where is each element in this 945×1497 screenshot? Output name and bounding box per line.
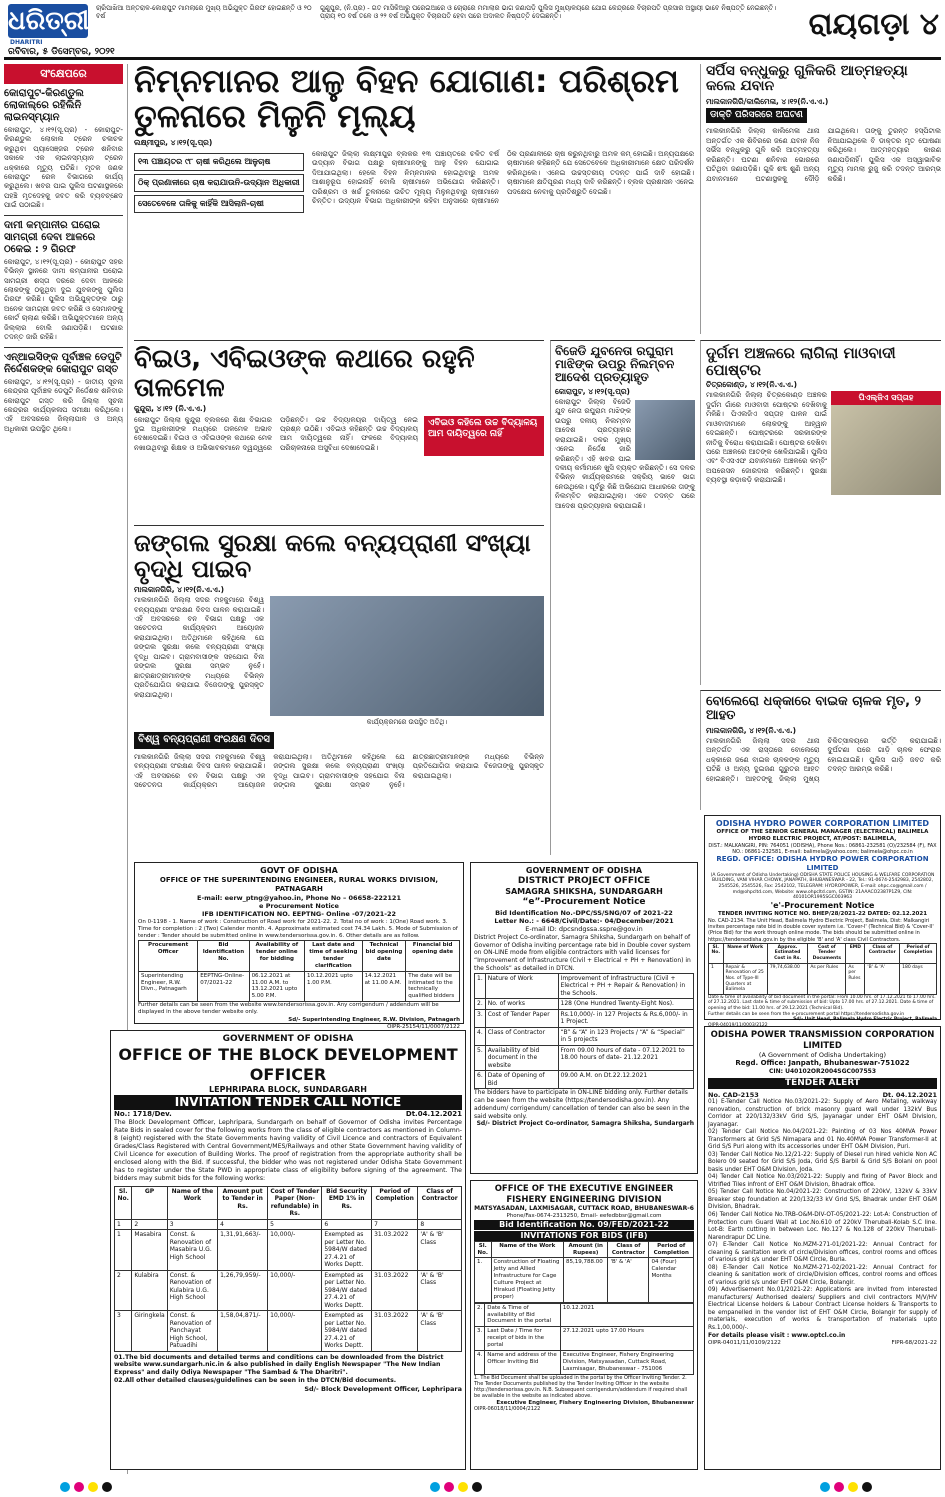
table-row [475, 1258, 694, 1302]
ad-note: The bidders have to participate in ON-LINE bidding only. Further details can be seen from the website (https://tendersodisha.gov.in). Any addendum/ corrigendum/ cancellation of tender can also be seen in the said website only. [474, 1089, 690, 1120]
logo-subtitle: DHARITRI [10, 39, 43, 46]
ad-office: OFFICE OF THE BLOCK DEVELOPMENT OFFICER [118, 1045, 458, 1085]
table-cell: 6. [475, 1071, 486, 1089]
table-cell: 06.12.2021 at 11.00 A.M. to 13.12.2021 upto 5.00 P.M. [249, 971, 304, 1002]
table-cell: Rs.10,000/- in 127 Projects & Rs.6,000/- in 1 Project. [558, 1009, 693, 1027]
ad-rwd-patnagarh [134, 862, 464, 1030]
story-headline: ଜଙ୍ଗଲ ସୁରକ୍ଷା କଲେ ବନ୍ୟପ୍ରାଣୀ ସଂଖ୍ୟା ବୃଦ୍ଧି ପାଇବ [134, 529, 531, 584]
ad-sign: Sd/- Superintending Engineer, R.W. Division, Patnagarh [288, 1016, 460, 1023]
table-cell: Last Date / Time for receipt of bids in the portal [485, 1327, 561, 1351]
story-jawan-suicide [700, 64, 941, 334]
ad-no: No. CAD-2153 [708, 1090, 759, 1099]
black-swatch [102, 1482, 112, 1492]
table-cell: 4. [475, 1027, 486, 1045]
table-cell: 'A' & 'B' Class [418, 1311, 462, 1352]
ad-date: Dt. 04.12.2021 [882, 1090, 937, 1099]
ad-office: OFFICE OF THE SUPERINTENDING ENGINEER, RURAL WORKS DIVISION, PATNAGARH [159, 876, 439, 893]
story-point: ୧୩ ପଞ୍ଚାୟତର ୯୮ ଚାଷୀ କରିଥିଲେ ଆଳୁଚାଷ [134, 153, 304, 171]
table-cell: 27.12.2021 upto 17.00 Hours [560, 1327, 693, 1351]
table-cell: 7 [372, 1219, 418, 1230]
ad-regd2: (A Government of Odisha Undertaking) ODISHA STATE POLICE HOUSING & WELFARE CORPORATION BUILDING, VANI VIHAR CHOWK, JANAPATH, BHUBANESWAR - 22, Tel.: 91-0674-2542983, 2542802, 2545526, 2545526, Fax: 2542102, TELEGRAM: HYDROPOWER, E-mail: ohpc.co@gmail.com / md@ohpcltd.com, Website: www.ohpcltd.com, GSTIN: 21AAACO2387P1Z9, CIN: 40101OR1995SGC003963 [710, 872, 935, 901]
tender-item: 09) Advertisement No.01/2021-22: Applications are invited from interested manufacturers/ Authorised dealers/ Suppliers and civil contractors M/V/HV Electrical License holders & Labour Contract License holders & Transports to be empanelled in the vendor list of EHT O&M Circle, Bolangir for supply of materials, execution of works & transportation of materials upto Rs.1,00,000/-. [708, 1287, 937, 1331]
table-cell: 3 [167, 1219, 217, 1230]
table-cell: Name and address of the Officer Inviting Bid [485, 1350, 561, 1374]
story-wildlife [134, 525, 544, 855]
table-cell: 1 [115, 1230, 132, 1271]
table-cell: Giringkela [132, 1311, 167, 1352]
ad-footer: Further details can be seen from the e-procurement portal https://tendersodisha.gov.in [708, 1011, 905, 1017]
ad-fishery-engineering [470, 1180, 698, 1470]
table-row [475, 1350, 694, 1374]
table-cell: Repair & Renovation of 25 Nos. of Type-III Quarters at Balimela [723, 963, 767, 994]
table-header: Availability of tender online for bidding [249, 941, 304, 972]
story-subhead: ବିଶ୍ୱ ବନ୍ୟପ୍ରାଣୀ ସଂରକ୍ଷଣ ଦିବସ [134, 732, 274, 749]
ad-notice: INVITATION TENDER CALL NOTICE [114, 1095, 462, 1110]
table-cell: 10.12.2021 upto 1.00 P.M. [305, 971, 363, 1002]
table-header: GP [132, 1186, 167, 1219]
tender-item: 06) Tender Call Notice No.TRB-O&M-DIV-OT-05/2021-22: Lot-A: Construction of Protection cum Guard Wall at Loc.No.610 of 220kV Therubali-Kolab S.C line. Lot-B: Earth cutting in between Loc. No.127 & No.128 of 220kV Therubali-Narendrapur DC Line. [708, 1211, 937, 1241]
brief-body: କୋରାପୁଟ, ୪।୧୨(ସୂ.ପ୍ର) - କୋରାପୁଟ ସହର ବିଭିନ୍ନ ସ୍ଥାନରେ ଦାମୀ କମ୍ପାନୀର ଘରୋଇ ସାମଗ୍ରୀ ଶସ୍ତା ଦରରେ ଦେବା ଆଳରେ ଲୋକଙ୍କୁ ଠକୁଥିବା ଦୁଇ ଯୁବକଙ୍କୁ ପୁଲିସ ଗିରଫ କରିଛି। ପୁଲିସ ଅଭିଯୁକ୍ତଙ୍କ ଠାରୁ ଅନେକ ସାମଗ୍ରୀ ଜବତ କରିଛି ଓ ସେମାନଙ୍କୁ କୋର୍ଟ ଚାଲାଣ କରିଛି। ଅଭିଯୁକ୍ତମାନେ ଅନ୍ୟ ଜିଲ୍ଲାର ବୋଲି ଜଣାପଡ଼ିଛି। ଘଟଣାର ତଦନ୍ତ ଜାରି ରହିଛି। [4, 257, 123, 342]
table-header: Sl. No. [115, 1186, 132, 1219]
ad-no: No.: 1718/Dev. [114, 1110, 172, 1119]
story-maoist-poster [700, 340, 941, 685]
table-cell: Masabira [132, 1230, 167, 1271]
ad-ifb: IFB IDENTIFICATION NO. EEPTNG- Online -07/2021-22 [201, 910, 397, 919]
table-cell: 1. [475, 973, 486, 999]
table-cell: 2 [132, 1219, 167, 1230]
table-cell: 'B' & 'A' [608, 1258, 649, 1302]
ad-cin: CIN: U40102OR2004SGC007553 [768, 1068, 876, 1076]
tender-item: 02) Tender Call Notice No.04/2021-22: Painting of 03 Nos 40MVA Power Transformers at Grid S/S Nimapara and 01 No.40MVA Power Transformer-II at Grid S/S Puri along with its accessories under EHT O&M Division, Puri. [708, 1129, 937, 1151]
story-point: ଠିକ୍ ପ୍ରଣାଳୀରେ ଚାଷ କରାଯାଉନି-ଉଦ୍ୟାନ ଅଧିକାରୀ [134, 174, 304, 192]
ad-samagra-shiksha [470, 862, 698, 1174]
table-cell: 4. [475, 1350, 485, 1374]
ad-table [138, 940, 460, 1002]
ad-footer: Further details can be seen from the website www.tendersorissa.gov.in. Any corrigendum / addendum will be displayed in the above tender website only. [138, 1002, 439, 1016]
masthead-notes: ଚାରିପାଖିଆ ଅନ୍ତରାଳ-କୋରାପୁଟ ମାମଲାରେ ମୁଖ୍ୟ ଅଭିଯୁକ୍ତ ଗିରଫ ହୋଇଛନ୍ତି ଓ ୨୦ ବର୍ଷ [96, 4, 312, 21]
ad-notice: “e”-Procurement Notice [522, 897, 646, 908]
ad-table [474, 973, 694, 1090]
table-cell: 31.03.2022 [372, 1270, 418, 1311]
masthead-lead: ଗୁଣୁପୁର, (ନି.ପ୍ର) - ଗତ ମାସିକିଆରୁ ଘରେଇଆରେ ଓ ଚୋରାରେ ମମାଲାର ଭାଗ ଜଣାପଡ଼ି ପୁଲିସ ମୁଖ୍ୟାଳୟରେ ଯୋଗ କେନ୍ଦ୍ରରେ ବିଚାରପତି ପ୍ରସାର ଅସ୍ଥାୟୀ ଭାବେ ନିଷ୍ପତ୍ତି ନେଇଛନ୍ତି। ପ୍ରାୟ ୧୦ ବର୍ଷ ତଳେ ଓ ୨୨ ବର୍ଷ ଅଭିଯୁକ୍ତ ବିଚାରପତି ହେବା ପରେ ଅଦାଲତ ନିଷ୍ପତ୍ତି ଦେଇଛନ୍ତି। [320, 4, 777, 21]
table-header: Cost of Tender Paper (Non-refundable) in Rs. [268, 1186, 322, 1219]
story-headline: ସର୍ପିସ ବନ୍ଧୁକରୁ ଗୁଳିକରି ଆତ୍ମହତ୍ୟା କଲେ ଯବାନ [706, 63, 908, 95]
print-registration-strip [0, 1474, 945, 1497]
table-cell: 3. [475, 1327, 485, 1351]
table-cell: 1 [709, 963, 724, 994]
ad-bid: Bid Identification No.-DPC/SS/SNG/07 of 2021-22 [495, 908, 673, 917]
story-body: ମାଲକାନଗିରି ଜିଲ୍ଲା କାଲିମେଳା ଥାନା ଅନ୍ତର୍ଗତ ଏକ ଶିବିରରେ ଜଣେ ଯବାନ ନିଜ ସର୍ଭିସ ବନ୍ଧୁକରୁ ଗୁଳି କରି ଆତ୍ମହତ୍ୟା କରିଛନ୍ତି। ଘଟଣା ଶନିବାର ଭୋରରେ ଘଟିଥିବା ଜଣାପଡ଼ିଛି। ଗୁଳି ଶବ୍ଦ ଶୁଣି ଅନ୍ୟ ଯବାନମାନେ ଘଟଣାସ୍ଥଳକୁ ଦୌଡ଼ି ଯାଇଥିଲେ। ତାଙ୍କୁ ତୁରନ୍ତ ହସ୍ପିଟାଲ ନିଆଯାଇଥିଲେ ବି ଡାକ୍ତର ମୃତ ଘୋଷଣା କରିଥିଲେ। ଆତ୍ମହତ୍ୟାର କାରଣ ଜଣାପଡ଼ିନାହିଁ। ପୁଲିସ ଏକ ଅସ୍ୱାଭାବିକ ମୃତ୍ୟୁ ମାମଲା ରୁଜୁ କରି ତଦନ୍ତ ଆରମ୍ଭ କରିଛି। [706, 127, 941, 183]
magenta-swatch [834, 1482, 844, 1492]
ad-email: E-mail ID: dpcsndgssa.sspre@gov.in [525, 925, 643, 934]
ad-ref: OIPR-06018/11/0004/2122 [474, 1406, 541, 1413]
table-cell: 8 [418, 1219, 462, 1230]
ad-table-dates [474, 1303, 694, 1375]
table-header: Procurement Officer [139, 941, 198, 972]
cyan-swatch [430, 1482, 440, 1492]
story-body: କୋରାପୁଟ ଜିଲ୍ଲା ଲକ୍ଷ୍ମୀପୁର ବ୍ଲକର ୧୩ ପଞ୍ଚାୟତରେ ଚଳିତ ବର୍ଷ ଉଦ୍ୟାନ ବିଭାଗ ପକ୍ଷରୁ ଚାଷୀମାନଙ୍କୁ ଆଳୁ ବିହନ ଯୋଗାଇ ଦିଆଯାଇଥିଲା। ହେଲେ ବିହନ ନିମ୍ନମାନର ହୋଇଥିବାରୁ ଅମଳ ଆଶାନୁରୂପ ହୋଇନାହିଁ ବୋଲି ଚାଷୀମାନେ ଅଭିଯୋଗ କରିଛନ୍ତି। ପରିଶ୍ରମ ଓ ଖର୍ଚ୍ଚ ତୁଳନାରେ ଉଚିତ ମୂଲ୍ୟ ମିଳୁନଥିବାରୁ ଚାଷୀମାନେ ଚିନ୍ତିତ। ଉଦ୍ୟାନ ବିଭାଗ ଅଧିକାରୀଙ୍କ କହିବା ଅନୁସାରେ ଚାଷୀମାନେ ଠିକ ପ୍ରଣାଳୀରେ ଚାଷ କରୁନଥିବାରୁ ଅମଳ କମ୍ ହୋଇଛି। ଅନ୍ୟପକ୍ଷରେ ଚାଷୀମାନେ କହିଛନ୍ତି ଯେ ସେତେବେଳେ ଅଧିକାରୀମାନେ କ୍ଷେତ ପରିଦର୍ଶନ କରିନଥିଲେ। ଏନେଇ ଉଚ୍ଚସ୍ତରୀୟ ତଦନ୍ତ ପାଇଁ ଦାବି ହୋଇଛି। ଚାଷୀମାନେ କ୍ଷତିପୂରଣ ମଧ୍ୟ ଦାବି କରିଛନ୍ତି। ବ୍ଲକ ପ୍ରଶାସନ ଏନେଇ ପଦକ୍ଷେପ ନେବାକୁ ପ୍ରତିଶ୍ରୁତି ଦେଇଛି। [312, 149, 694, 205]
story-bolero-accident [700, 690, 941, 810]
table-cell: The date will be intimated to the technically qualified bidders [406, 971, 460, 1002]
ad-name: ODISHA POWER TRANSMISSION CORPORATION LIMITED [710, 1030, 935, 1051]
cyan-swatch [820, 1482, 830, 1492]
table-cell: EEPTNG-Online- 07/2021-22 [198, 971, 249, 1002]
table-cell: Construction of Floating Jetty and Allied Infrastructure for Cage Culture Project at Hirakud (Floating Jetty proper) [491, 1258, 563, 1302]
table-cell: 85,19,788.00 [563, 1258, 607, 1302]
ad-text: On 0-1198 - 1. Name of work : Construction of Road work for 2021-22. 2. Total no of work : 1(One) Road work. 3. Time for completion : 2 (Two) Calender month. 4. Approximate estimated cost 74.34 Lakh. 5. Mode of Submission of tender : Tender should be submitted online in www.tendersorissa.gov.in. 6. Other details are as follow. [138, 918, 458, 940]
yellow-swatch [458, 1482, 468, 1492]
ad-date: Dt.04.12.2021 [405, 1110, 462, 1119]
table-cell: Availability of bid document in the website [485, 1045, 558, 1071]
tender-item: 07) E-Tender Call Notice No.MZM-271-01/2021-22: Annual Contract for cleaning & sanitation work of circle/Division offices, control rooms and offices of various grid s/s under EHT O&M Circle, Burla. [708, 1242, 937, 1264]
ad-ref: OIPR-25154/11/0007/2122 [387, 1023, 460, 1030]
story-body: କୋରାପୁଟ ଜିଲ୍ଲା କୁନ୍ଦୁରା ବ୍ଲକରେ ଶିକ୍ଷା ବିଭାଗର ଦୁଇ ଅଧିକାରୀଙ୍କ ମଧ୍ୟରେ ତାଳମେଳ ଅଭାବ ଦେଖାଦେଇଛି। ବିଇଓ ଓ ଏବିଇଓଙ୍କ କଥାରେ ମେଳ ନଖାଉଥିବାରୁ ଶିକ୍ଷକ ଓ ଅଭିଭାବକମାନେ ଦ୍ୱନ୍ଦ୍ୱରେ ପଡ଼ିଛନ୍ତି। ଉଚ୍ଚ ବିଦ୍ୟାଳୟର ଦାୟିତ୍ୱ ନେଇ ପ୍ରଶ୍ନ ଉଠିଛି। ଏବିଇଓ କହିଛନ୍ତି ଉଚ୍ଚ ବିଦ୍ୟାଳୟ ଆମ ଦାୟିତ୍ୱରେ ନାହିଁ। ଫଳରେ ବିଦ୍ୟାଳୟ ପରିଚାଳନାରେ ଅସୁବିଧା ଦେଖାଦେଇଛି। [134, 415, 418, 452]
story-body: ମାଲକାନଗିରି ଜିଲ୍ଲା ଚିତ୍ରକୋଣ୍ଡ ଅଞ୍ଚଳର ଦୁର୍ଗମ ଗାଁରେ ମାଓବାଦୀ ପୋଷ୍ଟର ଦେଖିବାକୁ ମିଳିଛି। ପିଏଲଜିଏ ସପ୍ତାହ ପାଳନ ପାଇଁ ମାଓବାଦୀମାନେ ଲୋକଙ୍କୁ ଆହ୍ୱାନ ଦେଇଛନ୍ତି। ପୋଷ୍ଟରରେ ସରକାରଙ୍କ ନୀତିକୁ ବିରୋଧ କରାଯାଇଛି। ପୋଷ୍ଟର ଦେଖିବା ପରେ ଅଞ୍ଚଳରେ ଆତଙ୍କ ଖେଳିଯାଇଛି। ପୁଲିସ ଏବଂ ବିଏସଏଫ ଯବାନମାନେ ଅଞ୍ଚଳରେ କମ୍ବିଂ ଅପରେସନ ଜୋରଦାର କରିଛନ୍ତି। ସୁରକ୍ଷା ବ୍ୟବସ୍ଥା କଡ଼ାକଡ଼ି କରାଯାଇଛି। [706, 391, 827, 485]
tender-item: 04) Tender Call Notice No.03/2021-22: Supply and fixing of Pavor Block and Vitrified Tiles infront of EHT O&M Division, Bhadrak office. [708, 1174, 937, 1188]
table-cell: 3 [115, 1311, 132, 1352]
table-cell: Exempted as per Letter No. 5984/W dated 27.4.21 of Works Deptt. [322, 1230, 372, 1271]
ad-office2: SAMAGRA SHIKSHA, SUNDARGARH [505, 887, 663, 897]
ad-invite: INVITATIONS FOR BIDS (IFB) [474, 1231, 694, 1241]
tender-item: 05) Tender Call Notice No.04/2021-22: Construction of 220kV, 132kV & 33kV Breaker step foundation at 220/132/33 kV Grid S/S, Bhadrak under EHT O&M Division, Bhadrak. [708, 1189, 937, 1211]
story-bjd-leader [550, 340, 695, 855]
table-row [475, 1303, 694, 1327]
ad-office: OFFICE OF THE SENIOR GENERAL MANAGER (ELECTRICAL) BALIMELA HYDRO ELECTRIC PROJECT, AT/POST: BALIMELA, [716, 829, 929, 842]
story-body: କୋରାପୁଟ ଜିଲ୍ଲା ବିଜେଡି ଯୁବ ନେତା ରଘୁରାମ ମାଝିଙ୍କ ଉପରୁ ଦଳୀୟ ନିଲମ୍ବନ ଆଦେଶ ପ୍ରତ୍ୟାହାର କରାଯାଇଛି। ଦଳର ମୁଖ୍ୟ ଏନେଇ ନିର୍ଦ୍ଦେଶ ଜାରି କରିଛନ୍ତି। ଏହି ଖବର ପାଇ ଦଳୀୟ କର୍ମୀମାନେ ଖୁସି ବ୍ୟକ୍ତ କରିଛନ୍ତି। ସେ ଦଳର ବିଭିନ୍ନ କାର୍ଯ୍ୟକ୍ରମରେ ସକ୍ରିୟ ଭାବେ ଭାଗ ନେଉଥିଲେ। ପୂର୍ବରୁ କିଛି ଅଭିଯୋଗ ଆଧାରରେ ତାଙ୍କୁ ନିଲମ୍ବିତ କରାଯାଇଥିଲା। ଏବେ ତଦନ୍ତ ପରେ ଆଦେଶ ପ୍ରତ୍ୟାହାର କରାଯାଇଛି। [555, 397, 695, 510]
story-headline: ବିଜେଡି ଯୁବନେତା ରଘୁରାମ ମାଝିଙ୍କ ଉପରୁ ନିଲମ୍ବନ ଆଦେଶ ପ୍ରତ୍ୟାହୃତ [555, 344, 675, 385]
table-cell: 1 [115, 1219, 132, 1230]
table-header: Name of the Work [167, 1186, 217, 1219]
divider [4, 347, 123, 348]
table-header: Amount put to Tender in Rs. [218, 1186, 268, 1219]
table-cell: As per Rules [808, 963, 846, 994]
table-header: Bid Security EMD 1% in Rs. [322, 1186, 372, 1219]
table-cell: 2 [115, 1270, 132, 1311]
ad-tender-alert: TENDER ALERT [708, 1078, 937, 1089]
table-cell: 5. [475, 1045, 486, 1071]
ad-dates: Date & time of availability of bid document in the portal: From 10.00 hrs. of 17.12.2021 to 17.00 hrs. of 27.12.2021. Last date & time of submission of bid: Upto 17.00 hrs. of 27.12.2021. Date & time of opening of the bid: 11.00 hrs. of 29.12.2021 (Technical Bid). [708, 994, 936, 1011]
ad-bid: Bid Identification No. 09/FED/2021-22 [474, 1220, 694, 1230]
ad-optcl [704, 1026, 941, 1470]
table-cell: 79,74,638.00 [767, 963, 808, 994]
table-cell: 1,26,79,959/- [218, 1270, 268, 1311]
table-cell: No. of works [485, 999, 558, 1010]
cyan-swatch [60, 1482, 70, 1492]
story-headline: ନିମ୍ନମାନର ଆଳୁ ବିହନ ଯୋଗାଣ: ପରିଶ୍ରମ ତୁଳନାରେ ମିଳୁନି ମୂଲ୍ୟ [134, 62, 679, 136]
table-cell: Const. & Renovation of Masabira U.G. High School [167, 1230, 217, 1271]
story-byline: ମାଲକାନଗିରି, ୪।୧୨(ନି.ଏ.ଏ.) [134, 584, 225, 594]
ad-govt: GOVERNMENT OF ODISHA [525, 866, 643, 875]
story-body-continued: ମାଲକାନଗିରି ଜିଲ୍ଲା ସଦର ମହକୁମାରେ ବିଶ୍ୱ ବନ୍ୟପ୍ରାଣୀ ସଂରକ୍ଷଣ ଦିବସ ପାଳନ କରାଯାଇଛି। ଏହି ଅବସରରେ ବନ ବିଭାଗ ପକ୍ଷରୁ ଏକ ସଚେତନତା କାର୍ଯ୍ୟକ୍ରମ ଆୟୋଜନ କରାଯାଇଥିଲା। ଅତିଥିମାନେ କହିଥିଲେ ଯେ ଜଙ୍ଗଲ ସୁରକ୍ଷା କଲେ ବନ୍ୟପ୍ରାଣୀ ସଂଖ୍ୟା ବୃଦ୍ଧି ପାଇବ। ଗ୍ରାମବାସୀଙ୍କ ସହଯୋଗ ବିନା ଜଙ୍ଗଲ ସୁରକ୍ଷା ସମ୍ଭବ ନୁହେଁ। ଛାତ୍ରଛାତ୍ରୀମାନଙ୍କ ମଧ୍ୟରେ ବିଭିନ୍ନ ପ୍ରତିଯୋଗିତା କରାଯାଇ ବିଜେତାଙ୍କୁ ପୁରସ୍କୃତ କରାଯାଇଥିଲା। [134, 752, 544, 790]
brief-headline: ଦାମୀ କମ୍ପାନୀର ଘରୋଇ ସାମଗ୍ରୀ ଦେବା ଆଳରେ ଠକେଇ : ୨ ଗିରଫ [4, 219, 101, 255]
table-cell: 2. [475, 999, 486, 1010]
story-point: ଏବିଇଓ କହିଲେ ଉଚ୍ଚ ବିଦ୍ୟାଳୟ ଆମ ଦାୟିତ୍ୱରେ ନାହିଁ [424, 416, 544, 456]
table-cell: Executive Engineer, Fishery Engineering Division, Matsyasadan, Cuttack Road, Laxmisagar, Bhubaneswar - 751006 [560, 1350, 693, 1374]
ad-ohpc [704, 815, 941, 1023]
ad-bdo-lephripara [110, 1030, 466, 1470]
brief-headline: ଏନ୍‌ଆଇସିଙ୍କ ପୂର୍ବାଞ୍ଚଳ ଡେପୁଟି ନିର୍ଦ୍ଦେଶକଙ୍କ କୋରାପୁଟ ଗସ୍ତ [4, 351, 122, 375]
photo-caption: ପିଏଲ୍‌ଜିଏ ସପ୍ତାହ [831, 391, 941, 405]
story-byline: କୁନ୍ଦୁରା, ୪।୧୨ (ନି.ଏ.ଏ.) [134, 404, 207, 414]
yellow-swatch [848, 1482, 858, 1492]
table-cell: 09.00 A.M. on Dt.22.12.2021 [558, 1071, 693, 1089]
table-cell: 4 [218, 1219, 268, 1230]
section-label: ସଂକ୍ଷେପରେ [4, 64, 123, 84]
divider [4, 215, 123, 216]
ad-sub: (A Government of Odisha Undertaking) [758, 1051, 887, 1060]
table-row [709, 963, 937, 994]
story-body: ମାଲକାନଗିରି ଜିଲ୍ଲା ସଦର ଥାନା ଅନ୍ତର୍ଗତ ଏକ ରାସ୍ତାରେ ବୋଲେରୋ ଧକ୍କାରେ ଜଣେ ବାଇକ ଚାଳକଙ୍କ ମୃତ୍ୟୁ ଘଟିଛି ଓ ଅନ୍ୟ ଦୁଇଜଣ ଗୁରୁତର ଆହତ ହୋଇଛନ୍ତି। ଆହତଙ୍କୁ ଜିଲ୍ଲା ମୁଖ୍ୟ ଚିକିତ୍ସାଳୟରେ ଭର୍ତ୍ତି କରାଯାଇଛି। ଦୁର୍ଘଟଣା ପରେ ଗାଡ଼ି ଚାଳକ ଫେରାର ହୋଇଯାଇଛି। ପୁଲିସ ଗାଡ଼ି ଜବତ କରି ତଦନ୍ତ ଆରମ୍ଭ କରିଛି। [706, 736, 941, 783]
table-row [475, 1027, 694, 1045]
ad-contact: E-mail: eerw_ptng@yahoo.in, Phone No – 06658-222121 [197, 893, 401, 902]
table-cell: 'A' & 'B' Class [418, 1270, 462, 1311]
story-byline: ମାଲକାନଗିରି, ୪।୧୨(ନି.ଏ.ଏ.) [706, 725, 797, 735]
edition-page-label: ରାୟଗଡ଼ା ୪ [808, 7, 939, 42]
story-headline: ବିଇଓ, ଏବିଇଓଙ୍କ କଥାରେ ରହୁନି ତାଳମେଳ [134, 344, 475, 403]
table-row [475, 999, 694, 1010]
ad-contact: Phone/Fax-0674-2313250, Email- eefedbbsr@gmail.com [506, 1212, 662, 1219]
table-header: Approx. Estimated Cost in Rs. [767, 943, 808, 963]
table-cell: Cost of Tender Paper [485, 1009, 558, 1027]
tender-item: 03) Tender Call Notice No.12/21-22: Supply of Diesel run hired vehicle Non AC Bolero 09 seated for Grid S/S Joda, Grid S/S Barbil & Grid S/S Bolani on pool basis under EHT O&M Division, Joda. [708, 1151, 937, 1173]
table-cell: 10.12.2021 [560, 1303, 693, 1327]
table-header: Class of Contractor [608, 1241, 649, 1258]
ad-notice: 'e'-Procurement Notice [770, 900, 875, 910]
table-header: Name of the Work [491, 1241, 563, 1258]
ad-addr: MATSYASADAN, LAXMISAGAR, CUTTACK ROAD, BHUBANESWAR-6 [474, 1205, 694, 1213]
ad-regd: REGD. OFFICE: ODISHA HYDRO POWER CORPORATION LIMITED [716, 855, 929, 872]
table-row [115, 1219, 462, 1230]
ad-regd: Regd. Office: Janpath, Bhubaneswar-751022 [735, 1059, 910, 1068]
table-cell: 2. [475, 1303, 485, 1327]
table-row [475, 1045, 694, 1071]
photo-caption: କାର୍ଯ୍ୟକ୍ରମରେ ଉପସ୍ଥିତ ଅତିଥି। [366, 718, 448, 727]
story-beo-coordination [134, 340, 544, 520]
table-row [475, 1327, 694, 1351]
table-header: Period of Completion [649, 1241, 694, 1258]
ad-table [708, 943, 937, 995]
story-headline: ବୋଲେରୋ ଧକ୍କାରେ ବାଇକ ଚାଳକ ମୃତ, ୨ ଆହତ [706, 694, 922, 724]
story-headline: ଦୁର୍ଗମ ଅଞ୍ଚଳରେ ଲାଗିଲା ମାଓବାଦୀ ପୋଷ୍ଟର [706, 344, 896, 379]
ad-govt: GOVT OF ODISHA [260, 866, 338, 875]
table-cell: Date & Time of availability of Bid Document in the portal [485, 1303, 561, 1327]
table-row [115, 1311, 462, 1352]
story-body: ମାଲକାନଗିରି ଜିଲ୍ଲା ସଦର ମହକୁମାରେ ବିଶ୍ୱ ବନ୍ୟପ୍ରାଣୀ ସଂରକ୍ଷଣ ଦିବସ ପାଳନ କରାଯାଇଛି। ଏହି ଅବସରରେ ବନ ବିଭାଗ ପକ୍ଷରୁ ଏକ ସଚେତନତା କାର୍ଯ୍ୟକ୍ରମ ଆୟୋଜନ କରାଯାଇଥିଲା। ଅତିଥିମାନେ କହିଥିଲେ ଯେ ଜଙ୍ଗଲ ସୁରକ୍ଷା କଲେ ବନ୍ୟପ୍ରାଣୀ ସଂଖ୍ୟା ବୃଦ୍ଧି ପାଇବ। ଗ୍ରାମବାସୀଙ୍କ ସହଯୋଗ ବିନା ଜଙ୍ଗଲ ସୁରକ୍ଷା ସମ୍ଭବ ନୁହେଁ। ଛାତ୍ରଛାତ୍ରୀମାନଙ୍କ ମଧ୍ୟରେ ବିଭିନ୍ନ ପ୍ରତିଯୋଗିତା କରାଯାଇ ବିଜେତାଙ୍କୁ ପୁରସ୍କୃତ କରାଯାଇଥିଲା। [134, 596, 264, 699]
ad-ref2: FIPR-68/2021-22 [891, 1339, 937, 1346]
ad-letter: Letter No.: - 6648/Civil/Date:- 04/December/2021 [494, 916, 674, 925]
ad-sign: Executive Engineer, Fishery Engineering Division, Bhubaneswar [496, 1399, 694, 1406]
ad-footer: For details please visit : www.optcl.co.in [708, 1332, 846, 1340]
tender-item: 08) E-Tender Call Notice No.MZM-271-02/2021-22: Annual Contract for cleaning & sanitation work of circle/Division offices, control rooms and offices of various grid s/s under EHT O&M Circle, Bolangir. [708, 1264, 937, 1286]
date-line: ରବିବାର, ୫ ଡିସେମ୍ବର, ୨୦୨୧ [8, 47, 115, 57]
table-header: Cost of Tender Documents [808, 943, 846, 963]
table-cell: 1,58,04,871/- [218, 1311, 268, 1352]
table-cell: Improvement of Infrastructure (Civil + Electrical + PH + Repair & Renovation) in the Schools. [558, 973, 693, 999]
story-byline: କୋରାପୁଟ, ୪।୧୨(ସୂ.ପ୍ର) [555, 386, 630, 396]
story-point: ଡାକ୍ତି ପରିସରରେ ଅଘଟଣ [706, 108, 807, 123]
table-row [115, 1270, 462, 1311]
table-header: Class of Contractor [418, 1186, 462, 1219]
table-cell: Date of Opening of Bid [485, 1071, 558, 1089]
table-cell: 04 (Four) Calendar Months [649, 1258, 694, 1302]
table-cell: 10,000/- [268, 1230, 322, 1271]
story-byline: ମାଲକାନଗିରି/କାଲିମେଳା, ୪।୧୨(ନି.ଏ.ଏ.) [706, 96, 829, 106]
table-row [115, 1230, 462, 1271]
table-cell: Nature of Work [485, 973, 558, 999]
wildlife-event-photo [270, 596, 544, 716]
ad-notes: 1. The Bid Document shall be uploaded in the portal by the Officer Inviting Tender. 2. The Tender Documents published by the Tender Inviting Officer in the website http://tendersorissa.gov.in. N.B. Subsequent corrigendum/addendum if required shall be available in the website as indicated above. [474, 1374, 688, 1400]
table-cell: 1,31,91,663/- [218, 1230, 268, 1271]
ad-text: No. CAD-2134. The Unit Head, Balimela Hydro Electric Project, Balimela, Dist: Malkangiri invites percentage rate bid in double cover system i.e. 'Cover-I' (Technical Bid) & 'Cover-II' (Price Bid) for the work through online mode. The bids should be submitted online in https://tendersodisha.gov.in by the eligible 'B' and 'A' class Civil Contractors. [708, 917, 934, 943]
table-cell: “B” & “A” in 123 Projects / “A” & “Special” in 5 projects [558, 1027, 693, 1045]
table-header: EMD [846, 943, 865, 963]
table-cell: 10,000/- [268, 1311, 322, 1352]
table-header: Sl. No. [709, 943, 724, 963]
yellow-swatch [88, 1482, 98, 1492]
ad-sign: Sd/- Block Development Officer, Lephripara [304, 1384, 462, 1393]
table-cell: 180 days [900, 963, 937, 994]
table-cell: Exempted as per Letter No. 5984/W dated 27.4.21 of Works Deptt. [322, 1311, 372, 1352]
magenta-swatch [74, 1482, 84, 1492]
ad-sign: Sd/- District Project Co-ordinator, Samagra Shiksha, Sundargarh [476, 1120, 694, 1128]
table-cell: 31.03.2022 [372, 1311, 418, 1352]
ad-intro: District Project Co-ordinator, Samagra Shiksha, Sundargarh on behalf of Governor of Odisha inviting percentage rate bid in Double cover system on ON-LINE mode from eligible contractors with valid licenses for “Improvement of Infrastructure (Civil + Electrical + PH + Renovation) in the Schools” as detailed in DTCN. [474, 933, 691, 972]
table-header: Amount (in Rupees) [563, 1241, 607, 1258]
table-cell: 14.12.2021 at 11.00 A.M. [362, 971, 406, 1002]
table-header: Class of Contractor [865, 943, 900, 963]
ad-name: ODISHA HYDRO POWER CORPORATION LIMITED [715, 819, 930, 828]
magenta-swatch [444, 1482, 454, 1492]
story-byline: ଲକ୍ଷ୍ମୀପୁର, ୪।୧୨(ସୂ.ପ୍ର) [134, 138, 213, 148]
table-cell: Class of Contractor [485, 1027, 558, 1045]
table-cell: Const. & Renovation of Kulabira U.G. High School [167, 1270, 217, 1311]
table-cell: As per Rules [846, 963, 865, 994]
table-header: Period of Completion [372, 1186, 418, 1219]
table-cell: Kulabira [132, 1270, 167, 1311]
table-cell: Const. & Renovation of Panchayat High School, Patuadihi [167, 1311, 217, 1352]
table-cell: 31.03.2022 [372, 1230, 418, 1271]
ad-notice-no: TENDER INVITING NOTICE NO. BHEP/28/2021-22 DATED: 02.12.2021 [717, 910, 928, 917]
table-row [139, 971, 460, 1002]
table-header: Name of Work [723, 943, 767, 963]
ad-text: The Block Development Officer, Lephripara, Sundargarh on behalf of Governor of Odisha invites Percentage Rate Bids in sealed cover for the following works from the class of eligible contractors as mentioned in Column-8 (eight) registered with the State Governments having validity of Civil Licence and contractors of Equivalent Grades/Class Registered with Central Government/MES/Railways and other State Government having validity of Civil Licence for execution of Building Works. The proof of registration from the appropriate authority shall be enclosed along with the Bid. If successful, the bidder who was not registered under Odisha State Government has to register under the State PWD in appropriate class of eligibility before signing of the agreement. The bidders may submit bids for the following works: [114, 1119, 462, 1183]
ad-office2: LEPHRIPARA BLOCK, SUNDARGARH [209, 1085, 367, 1095]
brief-headline: କୋରାପୁଟ-କିରଣ୍ଡୁଲ ଲୋକାଲ୍‌ରେ ରହିଲିନି ଲାଇନସ୍ମ୍ୟାନ [4, 87, 84, 123]
table-header: Technical bid opening date [362, 941, 406, 972]
ad-office: OFFICE OF THE EXECUTIVE ENGINEER [494, 1184, 674, 1194]
table-cell: 5 [268, 1219, 322, 1230]
table-cell: 'A' & 'B' Class [418, 1230, 462, 1271]
ad-table [474, 1241, 694, 1303]
story-byline: ଚିତ୍ରକୋଣ୍ଡ, ୪।୧୨(ନି.ଏ.ଏ.) [706, 380, 798, 389]
table-row [475, 1071, 694, 1089]
table-header: Last date and time of seeking tender clarification [305, 941, 363, 972]
table-header: Financial bid opening date [406, 941, 460, 972]
ad-office2: FISHERY ENGINEERING DIVISION [506, 1194, 662, 1205]
table-cell: Superintending Engineer, R.W. Divn., Patnagarh [139, 971, 198, 1002]
table-cell: 128 (One Hundred Twenty-Eight Nos). [558, 999, 693, 1010]
ad-footer: 02.All other detailed clauses/guidelines can be seen in the DTCN/Bid documents. [114, 1376, 397, 1384]
brief-body: କୋରାପୁଟ, ୪।୧୨(ସୂ.ପ୍ର) - ଜାତୀୟ ସୂଚନା କେନ୍ଦ୍ରର ପୂର୍ବାଞ୍ଚଳ ଡେପୁଟି ନିର୍ଦ୍ଦେଶକ ଶନିବାର କୋରାପୁଟ ଗସ୍ତ କରି ଜିଲ୍ଲା ସୂଚନା କେନ୍ଦ୍ରର କାର୍ଯ୍ୟକଳାପ ସମୀକ୍ଷା କରିଥିଲେ। ଏହି ଅବସରରେ ଜିଲ୍ଲାପାଳ ଓ ଅନ୍ୟ ଅଧିକାରୀ ଉପସ୍ଥିତ ଥିଲେ। [4, 377, 123, 433]
table-cell: 6 [322, 1219, 372, 1230]
dharitri-logo: ଧରିତ୍ରୀ [8, 6, 90, 36]
table-header: Sl. No. [475, 1241, 492, 1258]
brief-body: କୋରାପୁଟ, ୪।୧୨(ସୂ.ପ୍ର) - କୋରାପୁଟ-କିରଣ୍ଡୁଲ ଲୋକାଲ ଟ୍ରେନ ଚଳାଚଳ କରୁଥିବା ପ୍ୟାସେଞ୍ଜର ଟ୍ରେନ ଶନିବାର ସକାଳେ ଏକ ଲାଇନସ୍ମ୍ୟାନ ଟ୍ରେନ ଧକ୍କାରେ ମୃତ୍ୟୁ ଘଟିଛି। ମୃତକ ଜଣକ କୋରାପୁଟ ରେଳ ବିଭାଗରେ କାର୍ଯ୍ୟ କରୁଥିଲେ। ଖବର ପାଇ ପୁଲିସ ଘଟଣାସ୍ଥଳରେ ପହଞ୍ଚି ମୃତଦେହକୁ ଜବତ କରି ବ୍ୟବଚ୍ଛେଦ ପାଇଁ ପଠାଇଛି। [4, 125, 123, 210]
tender-item: 01) E-Tender Call Notice No.03/2021-22: Supply of Aero Metaling, walkway renovation, construction of brick masonry guard wall under 132kV Bus Corridor at 220/132/33kV Grid S/S, Jayanagar under EHT O&M Division, Jayanagar. [708, 1099, 937, 1128]
table-row [475, 973, 694, 999]
ad-govt: GOVERNMENT OF ODISHA [222, 1034, 354, 1044]
table-cell: 1. [475, 1258, 492, 1302]
table-cell: 3. [475, 1009, 486, 1027]
table-cell: Exempted as per Letter No. 5984/W dated 27.4.21 of Works Deptt. [322, 1270, 372, 1311]
masthead [4, 2, 941, 60]
ad-office: DISTRICT PROJECT OFFICE [517, 876, 651, 886]
table-header: Bid Identification No. [198, 941, 249, 972]
table-header: Period of Completion [900, 943, 937, 963]
table-cell: 10,000/- [268, 1270, 322, 1311]
story-point: ସେତେବେଳେ ତାଳିକୁ କାହିଁକି ଆସିଲାନି-ଚାଷୀ [134, 195, 304, 213]
table-row [475, 1009, 694, 1027]
ad-table [114, 1186, 462, 1352]
ad-ref: OIPR-04011/11/0109/2122 [708, 1339, 781, 1346]
story-potato-seed [134, 64, 694, 334]
ad-footer: 01.The bid documents and detailed terms and conditions can be downloaded from the District website www.sundargarh.nic.in & also published in daily English Newspaper "The New Indian Express" and daily Odiya Newspaper "The Sambad & The Dharitri". [114, 1353, 444, 1376]
table-cell: 'B' & 'A' [865, 963, 900, 994]
black-swatch [862, 1482, 872, 1492]
ad-sign: Sd/- Unit Head, Balimela Hydro Electric Project, Balimela [793, 1017, 937, 1023]
maoist-poster-photo [831, 405, 941, 495]
leader-portrait [635, 400, 695, 460]
ad-notice: e Procurement Notice [259, 901, 339, 910]
table-cell: From 09.00 hours of date - 07.12.2021 to 18.00 hours of date- 21.12.2021 [558, 1045, 693, 1071]
ad-contact: DIST.: MALKANGIRI, PIN: 764051 (ODISHA), Phone Nos.: 06861-232581 (O)/232584 (F), FAX NO.: 06861-232581, E-mail: balimela@yahoo.com; balimela@ohpc.co.in [708, 842, 937, 855]
black-swatch [472, 1482, 482, 1492]
